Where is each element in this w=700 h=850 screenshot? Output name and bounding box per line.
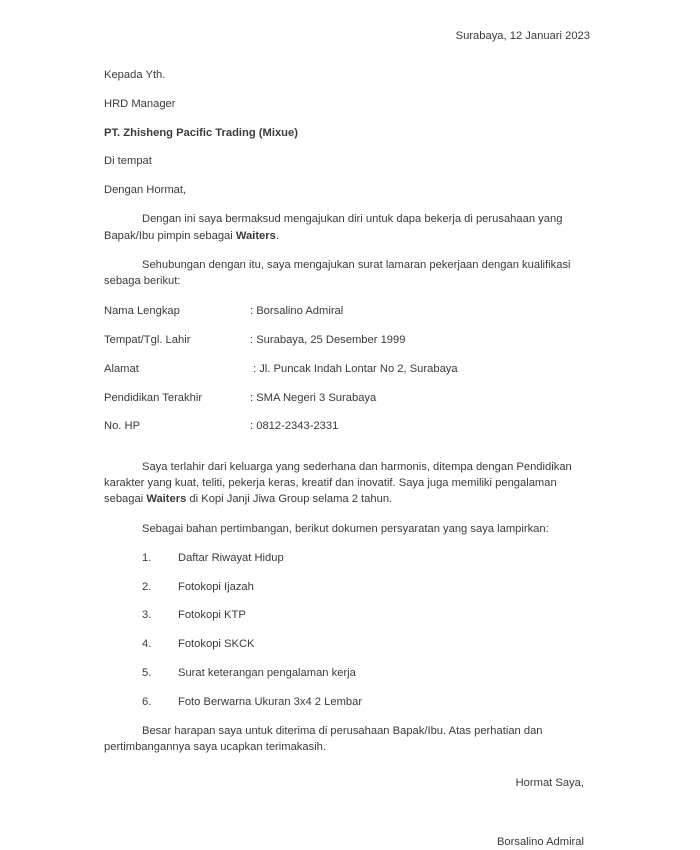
date-line: Surabaya, 12 Januari 2023 (455, 30, 590, 42)
identity-label: Nama Lengkap (104, 305, 180, 318)
identity-row-tempat-tgl-lahir (104, 332, 590, 361)
intro-text-part1: Dengan ini saya bermaksud mengajukan diri untuk dapa bekerja di perusahaan yang Bapak/Ibu pimpin sebagai (104, 213, 563, 242)
list-item (104, 694, 590, 710)
identity-row-nama (104, 303, 590, 332)
identity-value: : Jl. Puncak Indah Lontar No 2, Surabaya (253, 362, 458, 375)
attachment-number: 1. (142, 551, 152, 564)
identity-value: : 0812-2343-2331 (250, 420, 339, 433)
identity-value: : SMA Negeri 3 Surabaya (250, 391, 377, 404)
attachment-text: Fotokopi KTP (178, 609, 246, 622)
list-item (104, 636, 590, 652)
attachment-text: Fotokopi Ijazah (178, 580, 254, 593)
signature-name: Borsalino Admiral (496, 835, 584, 848)
attachment-number: 4. (142, 638, 152, 651)
attachment-list (104, 550, 590, 710)
attachment-text: Fotokopi SKCK (178, 638, 255, 651)
background-text-part1: Saya terlahir dari keluarga yang sederhana dan harmonis, ditempa dengan Pendidikan karakter yang kuat, teliti, pekerja keras, kreatif dan inovatif. Saya juga memiliki pengalaman sebagai (104, 461, 572, 506)
list-item (104, 607, 590, 623)
addressee-block (104, 67, 590, 169)
attachment-text: Foto Berwarna Ukuran 3x4 2 Lembar (178, 695, 363, 708)
identity-label: Pendidikan Terakhir (104, 391, 203, 404)
qualification-intro-paragraph: Sehubungan dengan itu, saya mengajukan surat lamaran pekerjaan dengan kualifikasi sebaga berikut: (104, 258, 571, 288)
identity-table (104, 303, 590, 447)
identity-label: Tempat/Tgl. Lahir (104, 334, 191, 347)
intro-position: Waiters (235, 229, 276, 242)
addressee-company: PT. Zhisheng Pacific Trading (Mixue) (104, 126, 298, 139)
addressee-recipient-title: HRD Manager (104, 97, 176, 110)
attachment-text: Daftar Riwayat Hidup (178, 551, 284, 564)
identity-row-no-hp (104, 418, 590, 447)
identity-value: : Borsalino Admiral (250, 305, 344, 318)
identity-label: No. HP (104, 420, 141, 433)
attachment-number: 3. (142, 609, 152, 622)
list-item (104, 665, 590, 681)
identity-label: Alamat (104, 362, 139, 375)
intro-text-part2: . (275, 229, 279, 242)
list-item (104, 579, 590, 595)
attachment-text: Surat keterangan pengalaman kerja (178, 666, 356, 679)
background-paragraph (104, 459, 590, 508)
background-position: Waiters (146, 493, 187, 506)
letter-content (104, 0, 590, 850)
identity-row-alamat (104, 361, 590, 390)
addressee-place: Di tempat (104, 155, 152, 168)
background-text-part2: di Kopi Janji Jiwa Group selama 2 tahun. (186, 493, 393, 506)
signature-closing: Hormat Saya, (515, 777, 584, 790)
attachment-number: 6. (142, 695, 152, 708)
closing-paragraph: Besar harapan saya untuk diterima di perusahaan Bapak/Ibu. Atas perhatian dan pertimbangannya saya ucapkan terimakasih. (104, 724, 543, 754)
list-item (104, 550, 590, 566)
salutation: Dengan Hormat, (104, 184, 187, 197)
addressee-attention: Kepada Yth. (104, 69, 166, 82)
intro-paragraph (104, 211, 590, 243)
attachment-number: 5. (142, 666, 152, 679)
attachment-number: 2. (142, 580, 152, 593)
attachment-intro-paragraph: Sebagai bahan pertimbangan, berikut dokumen persyaratan yang saya lampirkan: (142, 522, 549, 535)
identity-row-pendidikan (104, 390, 590, 419)
identity-value: : Surabaya, 25 Desember 1999 (250, 334, 406, 347)
